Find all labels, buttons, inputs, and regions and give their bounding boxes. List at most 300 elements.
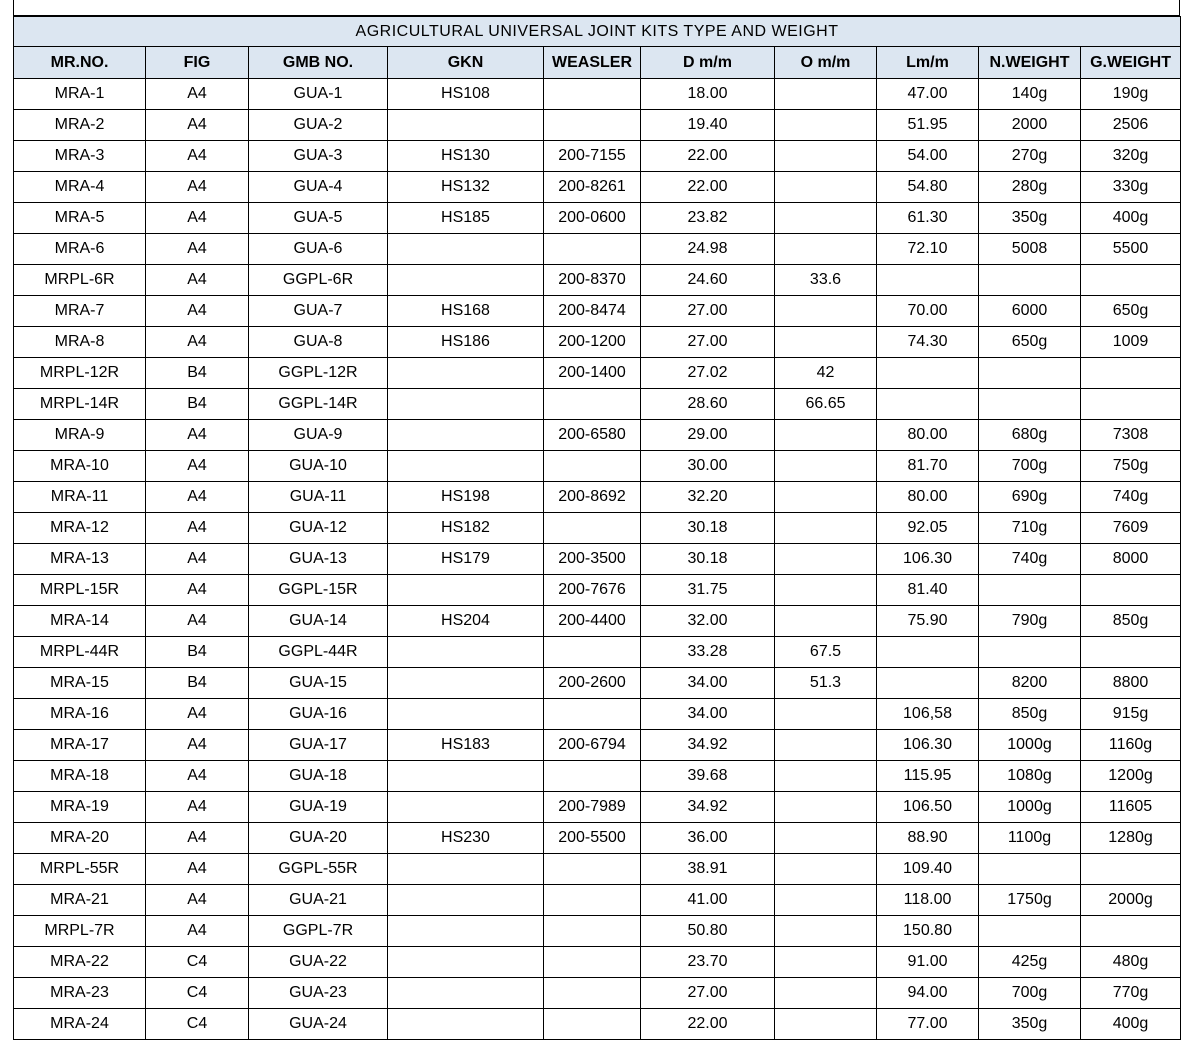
table-row	[14, 792, 1181, 823]
table-cell: A4	[146, 203, 249, 234]
table-cell: GGPL-12R	[249, 358, 388, 389]
table-cell: 200-0600	[544, 203, 641, 234]
table-cell: 22.00	[641, 172, 775, 203]
column-header: G.WEIGHT	[1081, 47, 1181, 79]
table-cell	[775, 761, 877, 792]
table-cell	[388, 947, 544, 978]
table-cell: A4	[146, 575, 249, 606]
table-cell: 5008	[979, 234, 1081, 265]
table-cell	[775, 172, 877, 203]
table-cell: GUA-19	[249, 792, 388, 823]
table-cell: HS182	[388, 513, 544, 544]
table-cell: 1000g	[979, 792, 1081, 823]
table-cell: GGPL-7R	[249, 916, 388, 947]
table-cell: 34.00	[641, 668, 775, 699]
table-cell: MRA-12	[14, 513, 146, 544]
table-cell: A4	[146, 110, 249, 141]
table-cell: 77.00	[877, 1009, 979, 1040]
table-cell	[775, 792, 877, 823]
table-cell: MRPL-15R	[14, 575, 146, 606]
table-cell: MRPL-14R	[14, 389, 146, 420]
table-cell	[388, 978, 544, 1009]
table-cell: HS185	[388, 203, 544, 234]
table-row	[14, 544, 1181, 575]
table-cell	[979, 854, 1081, 885]
table-cell: 2000g	[1081, 885, 1181, 916]
table-row	[14, 482, 1181, 513]
table-cell: 8000	[1081, 544, 1181, 575]
table-cell: 51.95	[877, 110, 979, 141]
table-row	[14, 265, 1181, 296]
table-cell: MRA-24	[14, 1009, 146, 1040]
table-cell: 140g	[979, 79, 1081, 110]
table-cell: A4	[146, 141, 249, 172]
table-cell: GUA-12	[249, 513, 388, 544]
table-cell: 150.80	[877, 916, 979, 947]
table-cell: 330g	[1081, 172, 1181, 203]
table-cell: MRA-2	[14, 110, 146, 141]
table-row	[14, 451, 1181, 482]
table-cell: 28.60	[641, 389, 775, 420]
table-cell: 36.00	[641, 823, 775, 854]
table-row	[14, 110, 1181, 141]
table-cell: 7609	[1081, 513, 1181, 544]
table-cell: 690g	[979, 482, 1081, 513]
table-cell	[775, 823, 877, 854]
table-cell: A4	[146, 854, 249, 885]
table-cell	[775, 544, 877, 575]
table-cell	[544, 513, 641, 544]
table-cell: 200-7676	[544, 575, 641, 606]
table-cell: 650g	[1081, 296, 1181, 327]
table-cell	[877, 358, 979, 389]
table-cell: 30.00	[641, 451, 775, 482]
table-cell	[775, 110, 877, 141]
table-cell	[388, 761, 544, 792]
table-row	[14, 79, 1181, 110]
table-cell: 850g	[979, 699, 1081, 730]
table-cell: GUA-14	[249, 606, 388, 637]
table-cell	[877, 637, 979, 668]
table-cell: 770g	[1081, 978, 1181, 1009]
table-cell: 109.40	[877, 854, 979, 885]
table-cell: 400g	[1081, 203, 1181, 234]
table-cell: 200-4400	[544, 606, 641, 637]
table-cell	[544, 699, 641, 730]
table-cell: MRA-9	[14, 420, 146, 451]
table-cell	[544, 389, 641, 420]
table-cell	[979, 916, 1081, 947]
table-cell: A4	[146, 544, 249, 575]
table-cell	[1081, 358, 1181, 389]
table-cell	[388, 699, 544, 730]
table-cell: 115.95	[877, 761, 979, 792]
table-cell: A4	[146, 265, 249, 296]
table-cell	[979, 389, 1081, 420]
table-cell: 200-8261	[544, 172, 641, 203]
table-cell: MRA-7	[14, 296, 146, 327]
table-cell: 34.92	[641, 730, 775, 761]
table-cell	[775, 854, 877, 885]
table-cell: 81.40	[877, 575, 979, 606]
table-cell	[775, 451, 877, 482]
table-cell: 33.6	[775, 265, 877, 296]
table-cell: 91.00	[877, 947, 979, 978]
table-row	[14, 885, 1181, 916]
table-cell	[544, 761, 641, 792]
table-cell: GUA-4	[249, 172, 388, 203]
table-cell: GUA-5	[249, 203, 388, 234]
table-cell: A4	[146, 699, 249, 730]
table-cell: MRA-10	[14, 451, 146, 482]
table-cell	[775, 141, 877, 172]
table-row	[14, 947, 1181, 978]
table-cell: B4	[146, 358, 249, 389]
table-cell	[877, 265, 979, 296]
table-cell: 106.50	[877, 792, 979, 823]
table-title: AGRICULTURAL UNIVERSAL JOINT KITS TYPE AND WEIGHT	[14, 17, 1181, 47]
table-cell	[1081, 916, 1181, 947]
table-cell: 200-7989	[544, 792, 641, 823]
table-cell: 75.90	[877, 606, 979, 637]
table-cell	[775, 482, 877, 513]
table-cell: HS130	[388, 141, 544, 172]
table-cell	[979, 575, 1081, 606]
table-row	[14, 296, 1181, 327]
table-cell: 1009	[1081, 327, 1181, 358]
table-cell	[979, 358, 1081, 389]
spreadsheet	[13, 0, 1180, 1040]
table-cell: 1200g	[1081, 761, 1181, 792]
table-cell: 54.80	[877, 172, 979, 203]
table-cell: MRA-6	[14, 234, 146, 265]
table-cell: 200-8474	[544, 296, 641, 327]
table-cell	[544, 637, 641, 668]
table-cell: 72.10	[877, 234, 979, 265]
table-row	[14, 823, 1181, 854]
table-cell: A4	[146, 79, 249, 110]
table-cell: 24.60	[641, 265, 775, 296]
table-cell: A4	[146, 451, 249, 482]
table-cell	[1081, 854, 1181, 885]
column-header: N.WEIGHT	[979, 47, 1081, 79]
table-cell: 50.80	[641, 916, 775, 947]
table-cell: 27.00	[641, 978, 775, 1009]
table-cell	[388, 451, 544, 482]
table-cell: 200-6580	[544, 420, 641, 451]
table-cell: 915g	[1081, 699, 1181, 730]
table-cell: HS183	[388, 730, 544, 761]
table-cell: MRA-23	[14, 978, 146, 1009]
table-cell: 1160g	[1081, 730, 1181, 761]
table-cell: 700g	[979, 978, 1081, 1009]
table-cell	[388, 637, 544, 668]
table-cell: 22.00	[641, 1009, 775, 1040]
table-cell: 8200	[979, 668, 1081, 699]
table-cell	[544, 947, 641, 978]
table-cell: 1080g	[979, 761, 1081, 792]
table-cell: 92.05	[877, 513, 979, 544]
table-cell: 61.30	[877, 203, 979, 234]
table-cell	[388, 668, 544, 699]
table-cell: 51.3	[775, 668, 877, 699]
table-cell: GUA-24	[249, 1009, 388, 1040]
table-cell: 1750g	[979, 885, 1081, 916]
table-cell: 34.92	[641, 792, 775, 823]
table-cell: 740g	[979, 544, 1081, 575]
table-cell: A4	[146, 172, 249, 203]
table-cell: HS204	[388, 606, 544, 637]
table-cell: 2506	[1081, 110, 1181, 141]
table-cell: 47.00	[877, 79, 979, 110]
table-cell	[544, 885, 641, 916]
table-cell: HS186	[388, 327, 544, 358]
table-cell: MRPL-6R	[14, 265, 146, 296]
table-cell: 1280g	[1081, 823, 1181, 854]
table-cell: GUA-3	[249, 141, 388, 172]
header-row	[14, 47, 1181, 79]
table-cell: 24.98	[641, 234, 775, 265]
table-cell: 320g	[1081, 141, 1181, 172]
table-cell: 8800	[1081, 668, 1181, 699]
table-cell: 88.90	[877, 823, 979, 854]
table-cell	[544, 234, 641, 265]
table-cell: MRA-13	[14, 544, 146, 575]
table-cell	[544, 1009, 641, 1040]
table-cell: A4	[146, 823, 249, 854]
table-cell: 750g	[1081, 451, 1181, 482]
table-cell	[388, 792, 544, 823]
table-cell: MRA-17	[14, 730, 146, 761]
table-cell: 106.30	[877, 544, 979, 575]
table-cell: MRPL-44R	[14, 637, 146, 668]
table-cell	[388, 234, 544, 265]
column-header: D m/m	[641, 47, 775, 79]
empty-top-row	[13, 0, 1180, 16]
table-cell: HS198	[388, 482, 544, 513]
table-cell: 34.00	[641, 699, 775, 730]
column-header: GKN	[388, 47, 544, 79]
table-cell	[1081, 637, 1181, 668]
table-cell	[775, 575, 877, 606]
table-row	[14, 854, 1181, 885]
table-cell: 94.00	[877, 978, 979, 1009]
table-cell: A4	[146, 730, 249, 761]
table-cell: 32.00	[641, 606, 775, 637]
table-cell: 1100g	[979, 823, 1081, 854]
table-cell: 19.40	[641, 110, 775, 141]
table-cell	[775, 885, 877, 916]
table-cell: GUA-10	[249, 451, 388, 482]
table-cell: GUA-7	[249, 296, 388, 327]
table-cell: 200-5500	[544, 823, 641, 854]
table-row	[14, 389, 1181, 420]
table-cell: MRPL-12R	[14, 358, 146, 389]
table-cell	[775, 916, 877, 947]
table-body	[14, 79, 1181, 1040]
table-row	[14, 234, 1181, 265]
table-cell	[775, 79, 877, 110]
title-row	[14, 17, 1181, 47]
table-row	[14, 606, 1181, 637]
table-cell: MRA-4	[14, 172, 146, 203]
table-cell: GGPL-44R	[249, 637, 388, 668]
table-cell: A4	[146, 885, 249, 916]
table-cell: B4	[146, 389, 249, 420]
table-cell: MRA-20	[14, 823, 146, 854]
table-cell	[388, 420, 544, 451]
table-cell: A4	[146, 296, 249, 327]
table-row	[14, 327, 1181, 358]
table-cell: A4	[146, 916, 249, 947]
table-cell: GUA-22	[249, 947, 388, 978]
table-cell: GUA-20	[249, 823, 388, 854]
table-cell: 5500	[1081, 234, 1181, 265]
table-cell: MRA-11	[14, 482, 146, 513]
table-cell: 740g	[1081, 482, 1181, 513]
table-cell: 710g	[979, 513, 1081, 544]
table-cell: MRA-21	[14, 885, 146, 916]
table-row	[14, 141, 1181, 172]
table-cell	[775, 1009, 877, 1040]
table-cell: 270g	[979, 141, 1081, 172]
table-cell: 31.75	[641, 575, 775, 606]
table-cell: GUA-17	[249, 730, 388, 761]
column-header: O m/m	[775, 47, 877, 79]
table-cell: 80.00	[877, 482, 979, 513]
table-cell: GUA-18	[249, 761, 388, 792]
table-cell	[775, 234, 877, 265]
table-cell: GUA-1	[249, 79, 388, 110]
table-row	[14, 668, 1181, 699]
table-cell	[388, 358, 544, 389]
table-cell	[544, 978, 641, 1009]
table-cell: GGPL-55R	[249, 854, 388, 885]
table-cell	[979, 637, 1081, 668]
table-cell: 32.20	[641, 482, 775, 513]
table-cell: MRA-19	[14, 792, 146, 823]
table-cell: 790g	[979, 606, 1081, 637]
table-cell: 66.65	[775, 389, 877, 420]
table-cell: MRA-22	[14, 947, 146, 978]
table-row	[14, 203, 1181, 234]
table-cell: 22.00	[641, 141, 775, 172]
table-cell	[775, 978, 877, 1009]
table-cell: 280g	[979, 172, 1081, 203]
table-row	[14, 358, 1181, 389]
table-cell: 106.30	[877, 730, 979, 761]
table-cell: GUA-8	[249, 327, 388, 358]
table-cell: HS168	[388, 296, 544, 327]
table-cell: 200-1200	[544, 327, 641, 358]
column-header: Lm/m	[877, 47, 979, 79]
table-cell: 106,58	[877, 699, 979, 730]
table-cell: GUA-2	[249, 110, 388, 141]
table-cell: MRPL-7R	[14, 916, 146, 947]
table-row	[14, 761, 1181, 792]
table-cell: A4	[146, 420, 249, 451]
table-row	[14, 637, 1181, 668]
table-cell: GUA-23	[249, 978, 388, 1009]
table-cell: 23.82	[641, 203, 775, 234]
table-cell: 200-3500	[544, 544, 641, 575]
table-cell: 400g	[1081, 1009, 1181, 1040]
table-cell: C4	[146, 947, 249, 978]
table-cell: 27.00	[641, 327, 775, 358]
table-cell: 425g	[979, 947, 1081, 978]
table-cell: 30.18	[641, 513, 775, 544]
table-cell: 11605	[1081, 792, 1181, 823]
table-cell: A4	[146, 792, 249, 823]
table-cell	[775, 947, 877, 978]
table-cell: GGPL-15R	[249, 575, 388, 606]
table-row	[14, 699, 1181, 730]
table-cell	[1081, 575, 1181, 606]
column-header: FIG	[146, 47, 249, 79]
table-cell	[544, 79, 641, 110]
table-cell: 118.00	[877, 885, 979, 916]
table-row	[14, 513, 1181, 544]
table-row	[14, 1009, 1181, 1040]
table-cell: 27.02	[641, 358, 775, 389]
table-cell: 680g	[979, 420, 1081, 451]
table-cell: 200-2600	[544, 668, 641, 699]
table-cell	[388, 575, 544, 606]
table-row	[14, 978, 1181, 1009]
table-cell: 200-8370	[544, 265, 641, 296]
table-cell: MRA-1	[14, 79, 146, 110]
table-cell: 29.00	[641, 420, 775, 451]
table-row	[14, 420, 1181, 451]
table-cell	[877, 668, 979, 699]
table-cell	[388, 885, 544, 916]
table-cell: 70.00	[877, 296, 979, 327]
table-cell	[979, 265, 1081, 296]
table-cell	[775, 420, 877, 451]
table-cell: 18.00	[641, 79, 775, 110]
table-row	[14, 730, 1181, 761]
table-cell: MRPL-55R	[14, 854, 146, 885]
table-cell: MRA-8	[14, 327, 146, 358]
table-cell: B4	[146, 668, 249, 699]
table-row	[14, 172, 1181, 203]
table-cell: A4	[146, 606, 249, 637]
table-cell: HS179	[388, 544, 544, 575]
table-cell: 74.30	[877, 327, 979, 358]
parts-table	[13, 16, 1181, 1040]
table-cell	[775, 730, 877, 761]
table-cell: 480g	[1081, 947, 1181, 978]
table-cell: 6000	[979, 296, 1081, 327]
table-cell	[544, 916, 641, 947]
table-cell: C4	[146, 978, 249, 1009]
table-cell: HS132	[388, 172, 544, 203]
table-cell: 850g	[1081, 606, 1181, 637]
table-cell: 200-7155	[544, 141, 641, 172]
table-cell: A4	[146, 513, 249, 544]
table-cell: 23.70	[641, 947, 775, 978]
table-cell: GUA-16	[249, 699, 388, 730]
table-cell: A4	[146, 327, 249, 358]
table-cell: GUA-11	[249, 482, 388, 513]
table-cell	[544, 854, 641, 885]
table-cell: 700g	[979, 451, 1081, 482]
table-cell	[388, 1009, 544, 1040]
table-cell: A4	[146, 234, 249, 265]
table-cell: 1000g	[979, 730, 1081, 761]
table-cell	[775, 699, 877, 730]
table-cell	[544, 451, 641, 482]
